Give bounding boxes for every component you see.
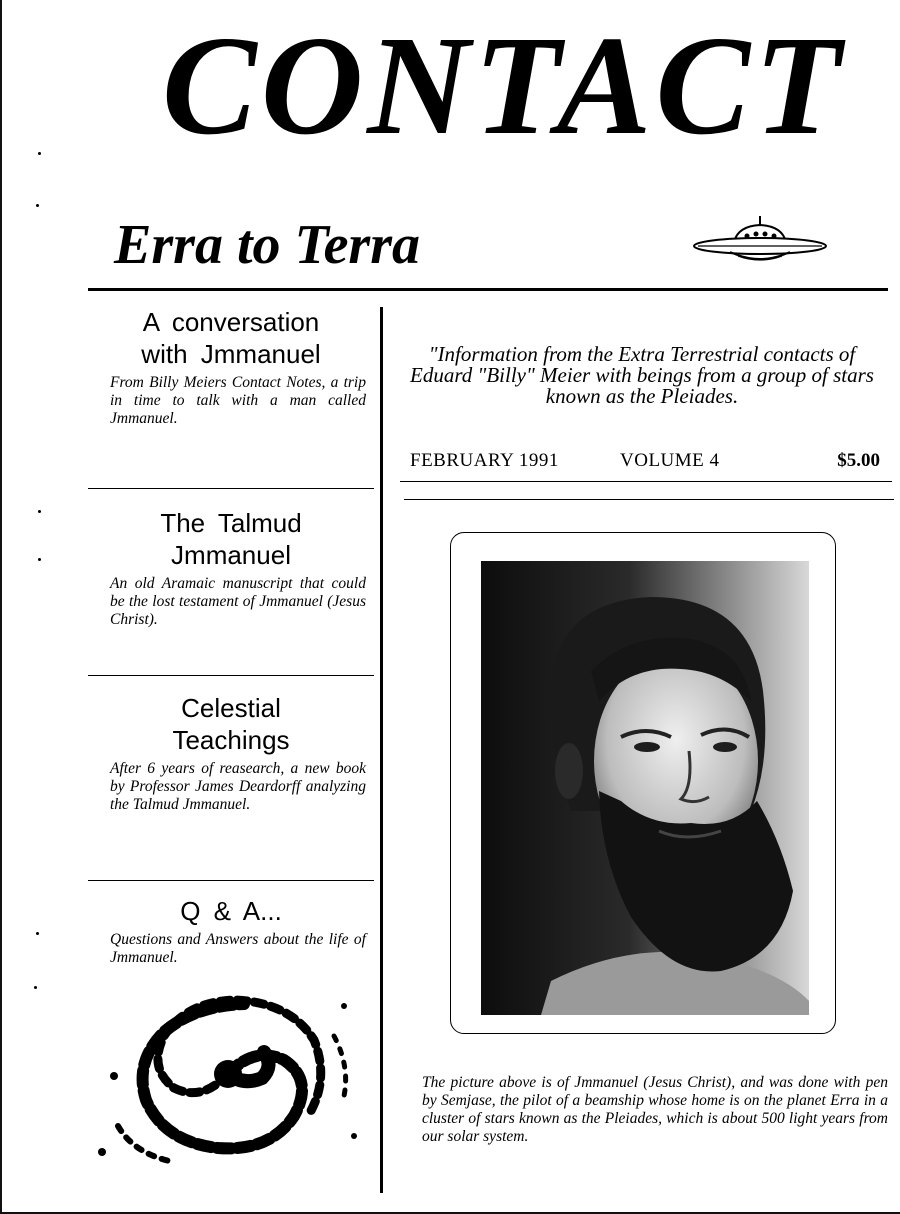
scan-speck: [38, 152, 41, 155]
contents-column: [88, 300, 374, 967]
article-entry: [88, 692, 374, 880]
masthead-subtitle: Erra to Terra: [114, 214, 421, 276]
article-title: The Talmud Jmmanuel: [160, 508, 302, 570]
article-entry: [88, 895, 374, 967]
masthead-rule: [88, 288, 888, 291]
masthead-title: CONTACT: [162, 6, 845, 164]
portrait-caption: The picture above is of Jmmanuel (Jesus Christ), and was done with pen by Semjase, the pilot of a beamship whose home is on the planet Erra in a cluster of stars known as the Pleiades, which is about 500 light years from our solar system.: [422, 1074, 888, 1145]
portrait-frame: [450, 532, 836, 1034]
issue-price: $5.00: [837, 450, 880, 471]
article-description: Questions and Answers about the life of Jmmanuel.: [110, 931, 366, 966]
article-description: After 6 years of reasearch, a new book by Professor James Deardorff analyzing the Talmud Jmmanuel.: [110, 760, 366, 813]
article-description: An old Aramaic manuscript that could be the lost testament of Jmmanuel (Jesus Christ).: [110, 575, 366, 628]
issue-rule: [404, 499, 894, 500]
issue-volume: VOLUME 4: [620, 450, 720, 471]
tagline-quote: "Information from the Extra Terrestrial contacts of Eduard "Billy" Meier with beings from a group of stars known as the Pleiades.: [410, 342, 874, 408]
portrait-drawing: [481, 561, 809, 1015]
article-divider: [88, 488, 374, 489]
spiral-galaxy-illustration: [94, 976, 362, 1172]
article-title: Q & A...: [180, 896, 282, 926]
article-entry: [88, 300, 374, 488]
issue-rule: [400, 481, 892, 482]
issue-info: [410, 448, 880, 474]
article-divider: [88, 880, 374, 881]
scan-speck: [36, 932, 39, 935]
flying-saucer-icon: [690, 212, 830, 274]
scan-speck: [34, 986, 37, 989]
issue-date: FEBRUARY 1991: [410, 450, 559, 471]
article-entry: [88, 507, 374, 675]
scan-speck: [38, 510, 41, 513]
article-description: From Billy Meiers Contact Notes, a trip in time to talk with a man called Jmmanuel.: [110, 374, 366, 427]
article-divider: [88, 675, 374, 676]
scan-speck: [38, 558, 41, 561]
article-title: Celestial Teachings: [172, 693, 290, 755]
scan-speck: [36, 204, 39, 207]
column-divider: [380, 307, 383, 1193]
article-title: A conversation with Jmmanuel: [141, 307, 321, 369]
